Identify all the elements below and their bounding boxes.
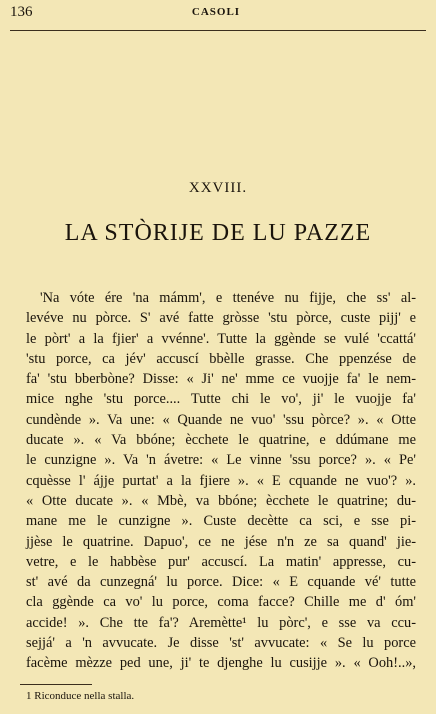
body-line: jjèse le quatrine. Dapuo', ce ne jése n'n ze sa quand' jie- (26, 533, 416, 550)
body-line: 'stu porce, ca jév' accuscí bbèlle grasse. Che ppenzése de (26, 350, 416, 367)
body-line: facème mèzze ped une, ji' te djenghe lu cusijje ». « Ooh!..», (26, 655, 416, 672)
chapter-title: LA STÒRIJE DE LU PAZZE (64, 220, 372, 246)
body-line: « Otte ducate ». « Mbè, va bbóne; ècchete le quatrine; du- (26, 492, 416, 509)
page-number: 136 (10, 4, 33, 20)
body-line: ducate ». « Va bbóne; ècchete le quatrine, e ddúmane me (26, 432, 416, 449)
section-number: XXVIII. (188, 180, 248, 196)
body-line: levéve nu pòrce. S' avé fatte gròsse 'stu pòrce, custe pijj' e (26, 310, 416, 327)
body-line: le pòrt' a la fjier' a vvénne'. Tutte la ggènde se vulé 'ccattá' (26, 330, 416, 347)
body-line: cla ggènde ca vo' lu porce, coma facce? Chille me d' óm' (26, 594, 416, 611)
body-line: fa' 'stu bberbòne? Disse: « Ji' ne' mme ce vuojje fa' le nem- (26, 371, 416, 388)
footnote: 1 Riconduce nella stalla. (26, 690, 135, 702)
body-line: sejjá' a 'n avvucate. Je disse 'st' avvucate: « Se lu porce (26, 635, 416, 652)
body-line: 'Na vóte ére 'na mámm', e ttenéve nu fijje, che ss' al- (40, 290, 416, 306)
header-rule (10, 30, 426, 31)
running-head: CASOLI (191, 6, 241, 18)
body-line: cundènde ». Va une: « Quande ne vuo' 'ssu pòrce? ». « Otte (26, 411, 416, 428)
body-line: vetre, e le habbèse pur' accuscí. La matin' appresse, cu- (26, 553, 416, 570)
body-line: accide! ». Che tte fa'? Aremètte¹ lu pòrc', e sse va ccu- (26, 614, 416, 631)
body-text (26, 288, 416, 674)
body-line: le cunzigne ». Va 'n ávetre: « Le vinne 'ssu porce? ». « Pe' (26, 452, 416, 469)
footnote-rule (20, 684, 92, 685)
body-line: cquèsse l' ájje purtat' a la fjiere ». « E cquande ne vuo'? ». (26, 472, 416, 489)
body-line: st' avé da cunzegná' lu porce. Dice: « E cquande vé' tutte (26, 574, 416, 591)
page-header (10, 4, 422, 24)
body-line: mane me le cunzigne ». Custe decètte ca sci, e sse pi- (26, 513, 416, 530)
body-line: mice nghe 'stu porce.... Tutte chi le vo', ji' le vuojje fa' (26, 391, 416, 408)
